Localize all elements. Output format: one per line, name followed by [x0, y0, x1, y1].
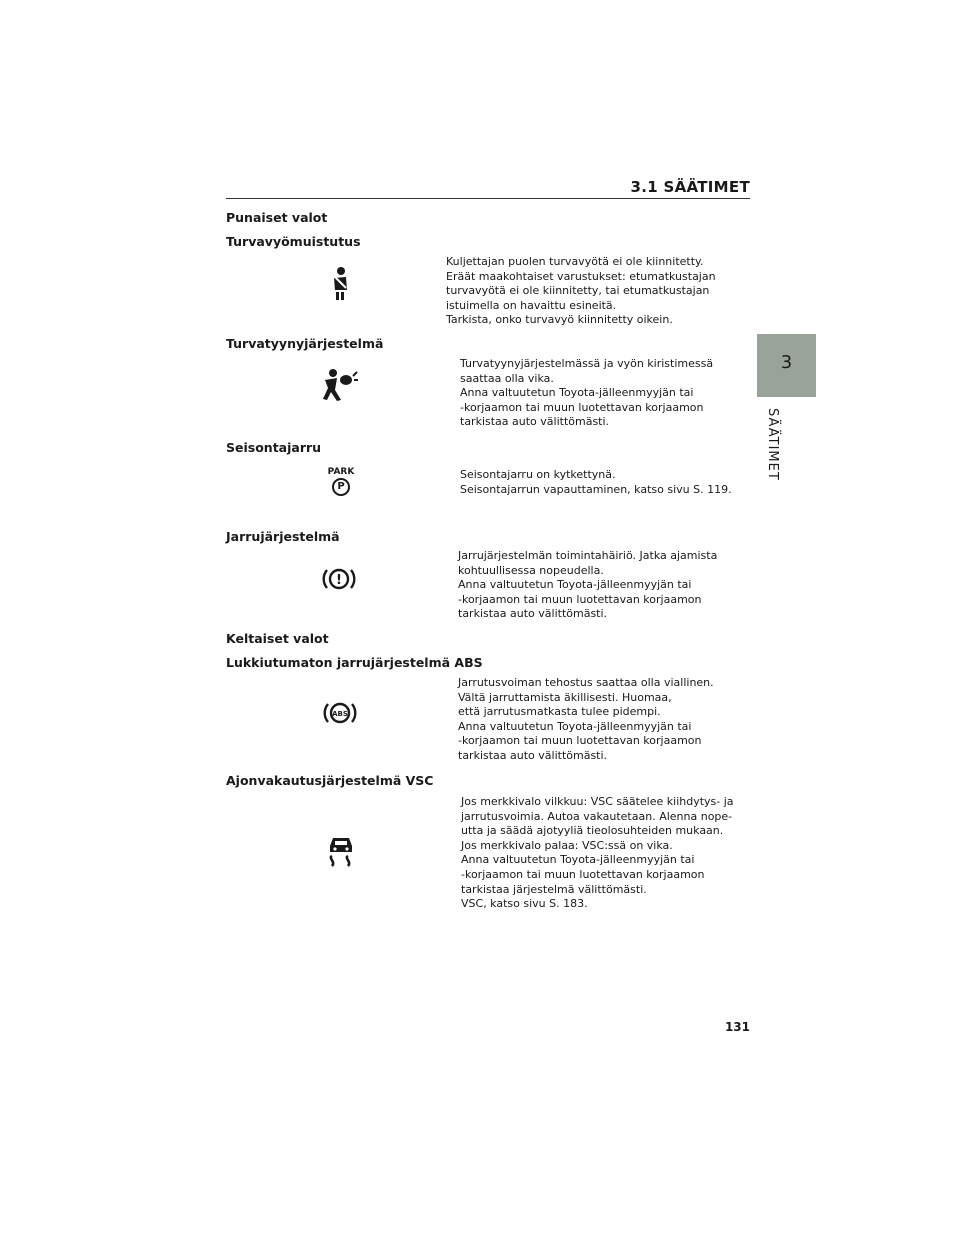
- desc-line: Kuljettajan puolen turvavyötä ei ole kiinnitetty.: [446, 255, 704, 268]
- abs-label: ABS: [332, 710, 348, 718]
- item-desc-abs: [458, 676, 758, 764]
- section-title: 3.1 SÄÄTIMET: [630, 178, 750, 196]
- desc-line: istuimella on havaittu esineitä.: [446, 298, 617, 312]
- desc-line: Anna valtuutetun Toyota-jälleenmyyjän tai: [460, 386, 694, 400]
- abs-icon: [322, 700, 358, 730]
- desc-line: Jarrutusvoiman tehostus saattaa olla viallinen.: [458, 676, 714, 689]
- desc-line: Jos merkkivalo palaa: VSC:ssä on vika.: [461, 838, 673, 852]
- chapter-label: SÄÄTIMET: [765, 408, 780, 481]
- desc-line: -korjaamon tai muun luotettavan korjaamon: [460, 400, 704, 414]
- red-lights-heading: Punaiset valot: [226, 210, 328, 225]
- desc-line: tarkistaa auto välittömästi.: [458, 748, 608, 762]
- item-title-brake-system: Jarrujärjestelmä: [226, 529, 340, 544]
- item-desc-airbag: [460, 357, 760, 430]
- airbag-icon: [319, 368, 359, 406]
- yellow-lights-heading: Keltaiset valot: [226, 631, 329, 646]
- desc-line: saattaa olla vika.: [460, 371, 554, 385]
- park-label: PARK: [327, 467, 355, 477]
- desc-line: Tarkista, onko turvavyö kiinnitetty oikein.: [446, 313, 673, 327]
- item-desc-vsc: [461, 795, 761, 912]
- item-title-seatbelt: Turvavyömuistutus: [226, 234, 361, 249]
- desc-line: -korjaamon tai muun luotettavan korjaamon: [461, 867, 705, 881]
- item-desc-parking-brake: [460, 468, 760, 497]
- desc-line: -korjaamon tai muun luotettavan korjaamon: [458, 734, 702, 748]
- desc-line: utta ja säädä ajotyyliä tieolosuhteiden mukaan.: [461, 824, 724, 838]
- item-title-airbag: Turvatyynyjärjestelmä: [226, 336, 384, 351]
- item-title-vsc: Ajonvakautusjärjestelmä VSC: [226, 773, 434, 788]
- desc-line: turvavyötä ei ole kiinnitetty, tai etumatkustajan: [446, 284, 710, 298]
- desc-line: -korjaamon tai muun luotettavan korjaamon: [458, 592, 702, 606]
- park-p-circle: P: [332, 478, 350, 496]
- item-title-abs: Lukkiutumaton jarrujärjestelmä ABS: [226, 655, 483, 670]
- item-desc-brake-system: [458, 549, 758, 622]
- desc-line: että jarrutusmatkasta tulee pidempi.: [458, 705, 661, 719]
- desc-line: Jarrujärjestelmän toimintahäiriö. Jatka ajamista: [458, 549, 718, 562]
- brake-exclamation: !: [336, 573, 342, 588]
- vsc-skid-icon: [326, 834, 356, 874]
- desc-line: Eräät maakohtaiset varustukset: etumatkustajan: [446, 269, 716, 283]
- desc-line: Seisontajarrun vapauttaminen, katso sivu S. 119.: [460, 482, 732, 496]
- desc-line: Anna valtuutetun Toyota-jälleenmyyjän tai: [458, 719, 692, 733]
- chapter-number: 3: [780, 352, 793, 373]
- desc-line: tarkistaa auto välittömästi.: [460, 415, 610, 429]
- desc-line: kohtuullisessa nopeudella.: [458, 563, 604, 577]
- desc-line: Anna valtuutetun Toyota-jälleenmyyjän tai: [461, 853, 695, 867]
- desc-line: Anna valtuutetun Toyota-jälleenmyyjän tai: [458, 578, 692, 592]
- desc-line: jarrutusvoimia. Autoa vakautetaan. Alenna nope-: [461, 809, 733, 823]
- desc-line: tarkistaa järjestelmä välittömästi.: [461, 882, 647, 896]
- desc-line: Seisontajarru on kytkettynä.: [460, 468, 616, 481]
- desc-line: VSC, katso sivu S. 183.: [461, 897, 588, 911]
- page-number: 131: [724, 1020, 750, 1034]
- desc-line: Turvatyynyjärjestelmässä ja vyön kiristimessä: [460, 357, 714, 370]
- desc-line: Jos merkkivalo vilkkuu: VSC säätelee kiihdytys- ja: [461, 795, 734, 808]
- item-desc-seatbelt: [446, 255, 746, 328]
- parking-brake-icon: [325, 467, 357, 496]
- item-title-parking-brake: Seisontajarru: [226, 440, 322, 455]
- desc-line: tarkistaa auto välittömästi.: [458, 607, 608, 621]
- seatbelt-reminder-icon: [329, 266, 351, 306]
- brake-system-icon: [322, 566, 356, 596]
- desc-line: Vältä jarruttamista äkillisesti. Huomaa,: [458, 690, 672, 704]
- header-rule: [226, 198, 750, 199]
